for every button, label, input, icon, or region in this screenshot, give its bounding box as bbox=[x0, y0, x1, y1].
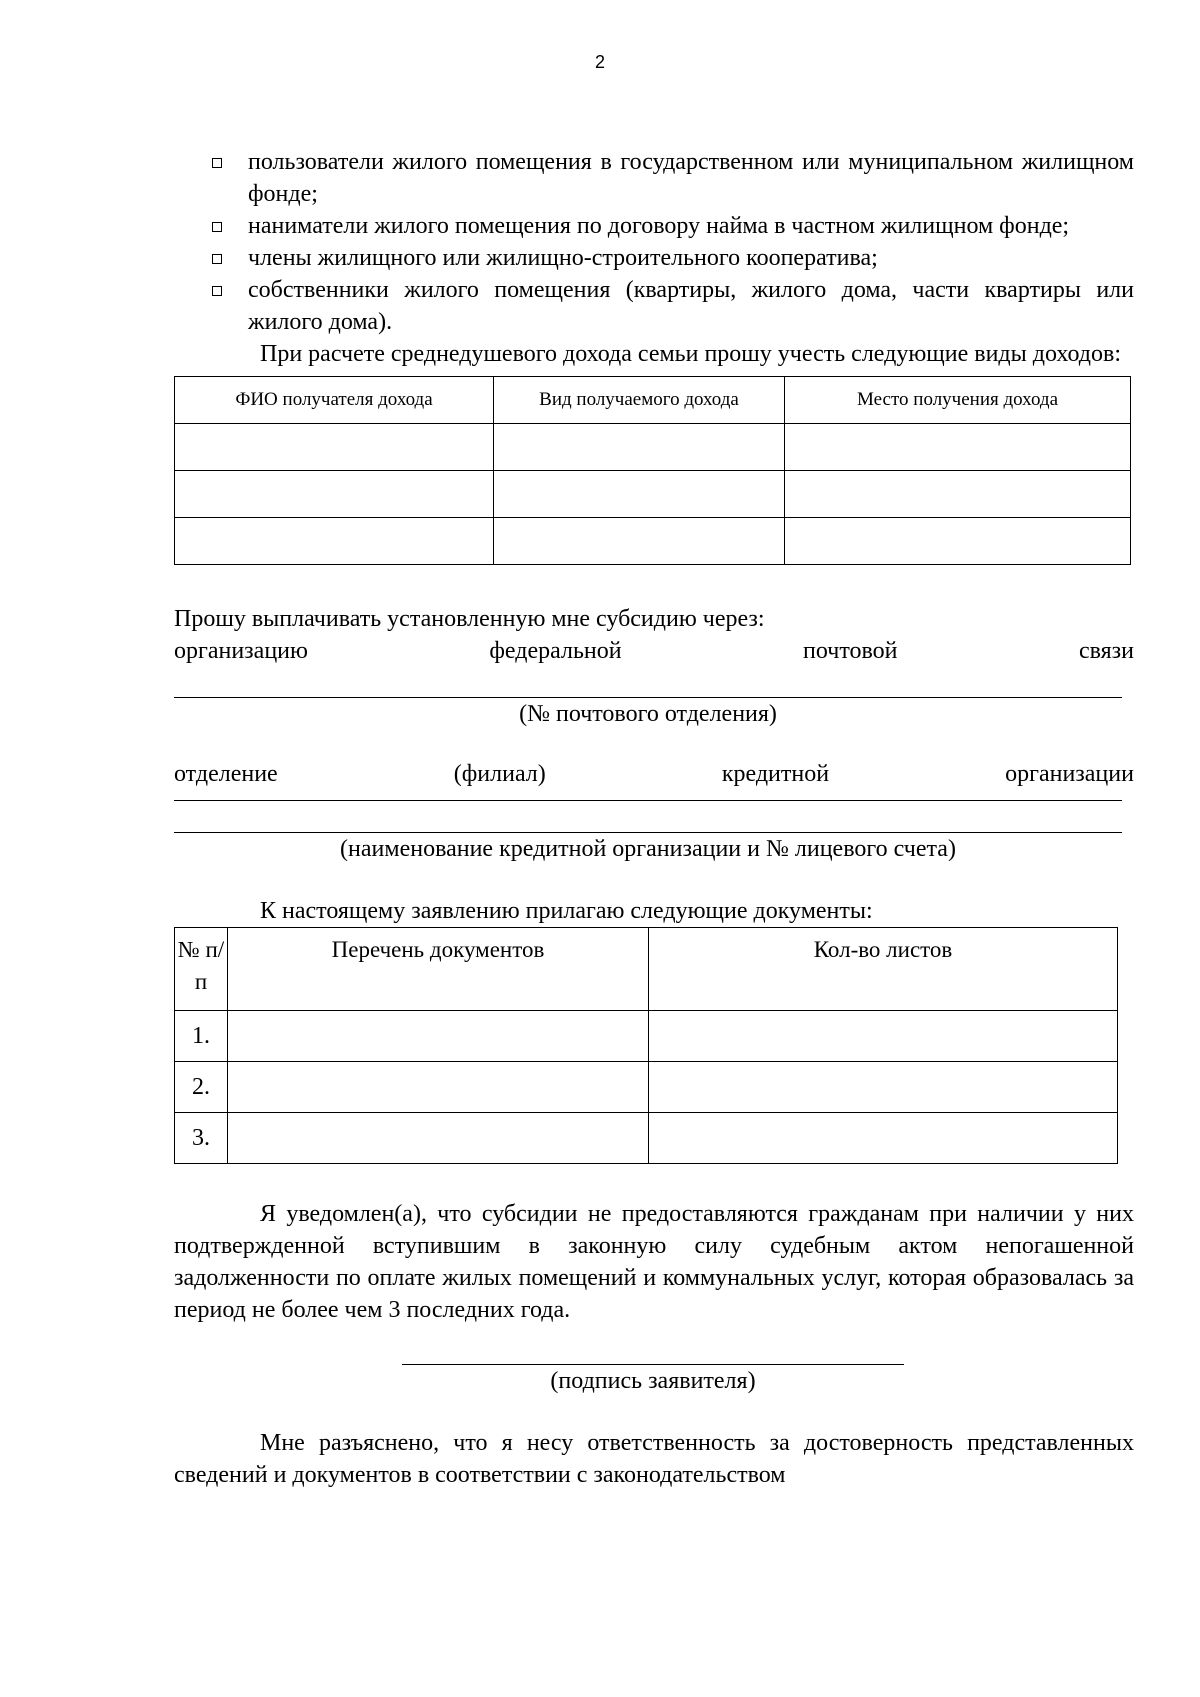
bank-name-field[interactable] bbox=[174, 790, 1122, 801]
docs-header-pages: Кол-во листов bbox=[649, 928, 1118, 1011]
docs-cell-pages[interactable] bbox=[649, 1113, 1118, 1164]
income-cell-type[interactable] bbox=[494, 471, 785, 518]
docs-header-list: Перечень документов bbox=[228, 928, 649, 1011]
income-table bbox=[174, 376, 1131, 565]
income-intro: При расчете среднедушевого дохода семьи прошу учесть следующие виды доходов: bbox=[260, 341, 1121, 367]
docs-cell-name[interactable] bbox=[228, 1011, 649, 1062]
docs-cell-number: 2. bbox=[175, 1062, 228, 1113]
income-cell-recipient[interactable] bbox=[175, 424, 494, 471]
postal-option bbox=[174, 635, 1134, 667]
table-row bbox=[175, 518, 1131, 565]
checkbox-icon[interactable] bbox=[212, 222, 222, 232]
income-cell-place[interactable] bbox=[785, 471, 1131, 518]
income-header-place: Место получения дохода bbox=[785, 377, 1131, 424]
postal-word: связи bbox=[1078, 638, 1134, 664]
page-number: 2 bbox=[594, 52, 605, 72]
signature-field[interactable] bbox=[402, 1350, 904, 1365]
income-cell-recipient[interactable] bbox=[175, 471, 494, 518]
table-row bbox=[175, 424, 1131, 471]
bank-word: отделение bbox=[174, 761, 278, 787]
bank-account-field[interactable] bbox=[174, 801, 1122, 833]
table-row bbox=[175, 1062, 1118, 1113]
income-header-type: Вид получаемого дохода bbox=[494, 377, 785, 424]
checkbox-icon[interactable] bbox=[212, 158, 222, 168]
bank-word: кредитной bbox=[721, 761, 830, 787]
applicant-category-list bbox=[174, 146, 1134, 338]
bank-word: организации bbox=[1005, 761, 1134, 787]
docs-cell-pages[interactable] bbox=[649, 1011, 1118, 1062]
docs-cell-name[interactable] bbox=[228, 1113, 649, 1164]
docs-header-number: № п/п bbox=[175, 928, 228, 1011]
notice-paragraph: Я уведомлен(а), что субсидии не предоставляются гражданам при наличии у них подтвержденной вступившим в законную силу судебным актом непогашенной задолженности по оплате жилых помещений и коммунальных услуг, которая образовалась за период не более чем 3 последних года. bbox=[174, 1201, 1134, 1323]
income-cell-recipient[interactable] bbox=[175, 518, 494, 565]
category-item[interactable] bbox=[174, 210, 1134, 242]
income-cell-place[interactable] bbox=[785, 518, 1131, 565]
table-header-row bbox=[175, 377, 1131, 424]
category-label: члены жилищного или жилищно-строительного кооператива; bbox=[248, 245, 878, 271]
category-label: наниматели жилого помещения по договору найма в частном жилищном фонде; bbox=[248, 213, 1070, 239]
checkbox-icon[interactable] bbox=[212, 286, 222, 296]
bank-word: (филиал) bbox=[453, 761, 546, 787]
table-row bbox=[175, 1011, 1118, 1062]
income-header-recipient: ФИО получателя дохода bbox=[175, 377, 494, 424]
documents-table bbox=[174, 927, 1118, 1164]
bank-caption: (наименование кредитной организации и № лицевого счета) bbox=[340, 836, 956, 862]
category-item[interactable] bbox=[174, 146, 1134, 210]
category-label: собственники жилого помещения (квартиры, жилого дома, части квартиры или жилого дома). bbox=[248, 277, 1134, 335]
income-cell-type[interactable] bbox=[494, 424, 785, 471]
table-header-row bbox=[175, 928, 1118, 1011]
table-row bbox=[175, 471, 1131, 518]
income-cell-place[interactable] bbox=[785, 424, 1131, 471]
checkbox-icon[interactable] bbox=[212, 254, 222, 264]
documents-intro: К настоящему заявлению прилагаю следующие документы: bbox=[260, 898, 873, 924]
bank-option bbox=[174, 758, 1134, 790]
category-item[interactable] bbox=[174, 242, 1134, 274]
category-label: пользователи жилого помещения в государственном или муниципальном жилищном фонде; bbox=[248, 149, 1134, 207]
income-cell-type[interactable] bbox=[494, 518, 785, 565]
postal-word: почтовой bbox=[803, 638, 898, 664]
signature-caption: (подпись заявителя) bbox=[550, 1368, 756, 1394]
postal-word: организацию bbox=[174, 638, 308, 664]
docs-cell-number: 3. bbox=[175, 1113, 228, 1164]
postal-office-caption: (№ почтового отделения) bbox=[519, 701, 777, 727]
table-row bbox=[175, 1113, 1118, 1164]
category-item[interactable] bbox=[174, 274, 1134, 338]
postal-word: федеральной bbox=[489, 638, 622, 664]
docs-cell-name[interactable] bbox=[228, 1062, 649, 1113]
form-content bbox=[174, 146, 1134, 1491]
docs-cell-number: 1. bbox=[175, 1011, 228, 1062]
docs-cell-pages[interactable] bbox=[649, 1062, 1118, 1113]
responsibility-paragraph: Мне разъяснено, что я несу ответственность за достоверность представленных сведений и документов в соответствии с законодательством bbox=[174, 1430, 1134, 1488]
payment-title: Прошу выплачивать установленную мне субсидию через: bbox=[174, 606, 765, 632]
postal-office-field[interactable] bbox=[174, 667, 1122, 698]
